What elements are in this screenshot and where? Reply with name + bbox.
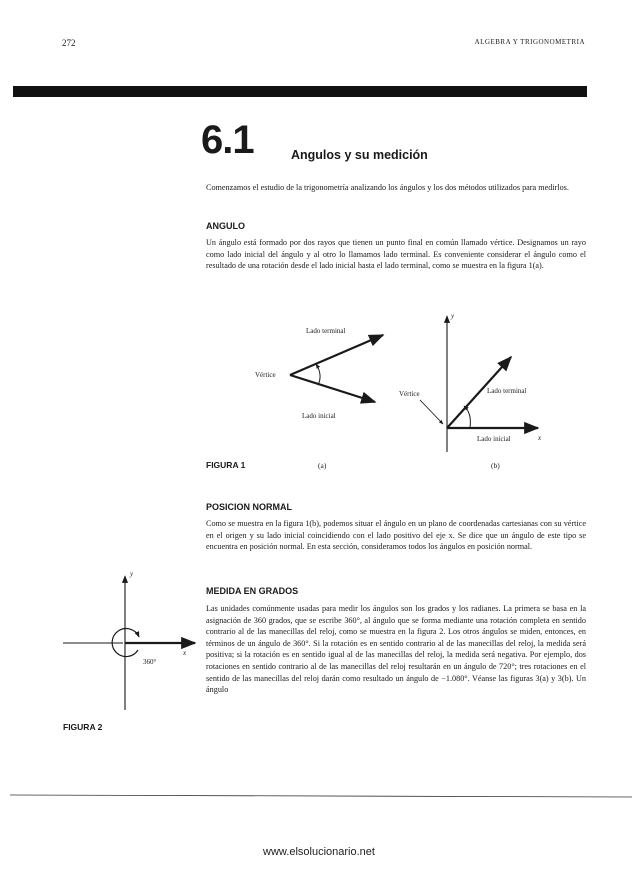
vertex-label-b: Vértice	[399, 390, 420, 398]
y-label-fig2: y	[130, 570, 134, 578]
page-number: 272	[62, 38, 76, 48]
vertex-pointer-b	[420, 400, 443, 424]
heading-angulo: ANGULO	[206, 221, 245, 231]
paragraph-posicion-normal: Como se muestra en la figura 1(b), podemos situar el ángulo en un plano de coordenadas cartesianas con su vértice en el origen y su lado inicial coincidiendo con el lado positivo del eje x. Se dice que un ángulo de este tipo se encuentra en posición normal. En esta sección, consideramos todos los ángulos en posición normal.	[206, 519, 586, 552]
footer-url: www.elsolucionario.net	[263, 846, 375, 858]
running-title: ALGEBRA Y TRIGONOMETRIA	[474, 38, 585, 46]
figure2-label: FIGURA 2	[63, 722, 103, 732]
terminal-label-a: Lado terminal	[306, 327, 346, 335]
angle-label-fig2: 360°	[143, 658, 157, 666]
fig1-caption-a: (a)	[318, 461, 327, 470]
heading-medida-grados: MEDIDA EN GRADOS	[206, 586, 299, 596]
x-label-b: x	[538, 434, 542, 442]
terminal-label-b: Lado terminal	[487, 387, 527, 395]
terminal-ray-a	[290, 335, 383, 375]
rotation-arc-a	[316, 364, 320, 385]
vertex-label-a: Vértice	[255, 371, 276, 379]
initial-label-a: Lado inicial	[302, 412, 336, 420]
figure2-diagram	[63, 570, 195, 710]
bottom-scan-line	[10, 795, 632, 797]
figure1-label: FIGURA 1	[206, 460, 246, 470]
paragraph-angulo: Un ángulo está formado por dos rayos que tienen un punto final en común llamado vértice. Designamos un rayo como lado inicial del ángulo y al otro lo llamamos lado terminal. Es conveniente considerar el ángulo como el resultado de una rotación desde el lado inicial hasta el lado terminal, como se muestra en la figura 1(a).	[206, 238, 586, 271]
initial-label-b: Lado inicial	[477, 435, 511, 443]
x-label-fig2: x	[183, 649, 187, 657]
intro-paragraph: Comenzamos el estudio de la trigonometría analizando los ángulos y los dos métodos utilizados para medirlos.	[206, 183, 569, 192]
initial-ray-a	[290, 375, 375, 402]
section-title: Angulos y su medición	[291, 148, 428, 162]
fig1-caption-b: (b)	[491, 461, 500, 470]
section-number: 6.1	[201, 118, 254, 162]
figure1-panel-a	[255, 327, 383, 420]
heading-posicion-normal: POSICION NORMAL	[206, 502, 293, 512]
figure1-panel-b	[399, 312, 542, 452]
paragraph-medida-grados: Las unidades comúnmente usadas para medir los ángulos son los grados y los radianes. La primera se basa en la asignación de 360 grados, que se escribe 360°, al ángulo que se forma mediante una rotación completa en sentido contrario al de las manecillas del reloj, como se muestra en la figura 2. Los otros ángulos se miden, entonces, en términos de un ángulo de 360°. Si la rotación es en sentido contrario al de las manecillas del reloj, la medida será positiva; si la rotación es en sentido igual al de las manecillas del reloj, la medida será negativa. Por ejemplo, dos rotaciones en sentido contrario al de las manecillas del reloj resultarán en un ángulo de 720°; tres rotaciones en el sentido de las manecillas del reloj darán como resultado un ángulo de −1.080°. Véanse las figuras 3(a) y 3(b). Un ángulo	[206, 604, 586, 695]
y-label-b: y	[451, 312, 455, 320]
